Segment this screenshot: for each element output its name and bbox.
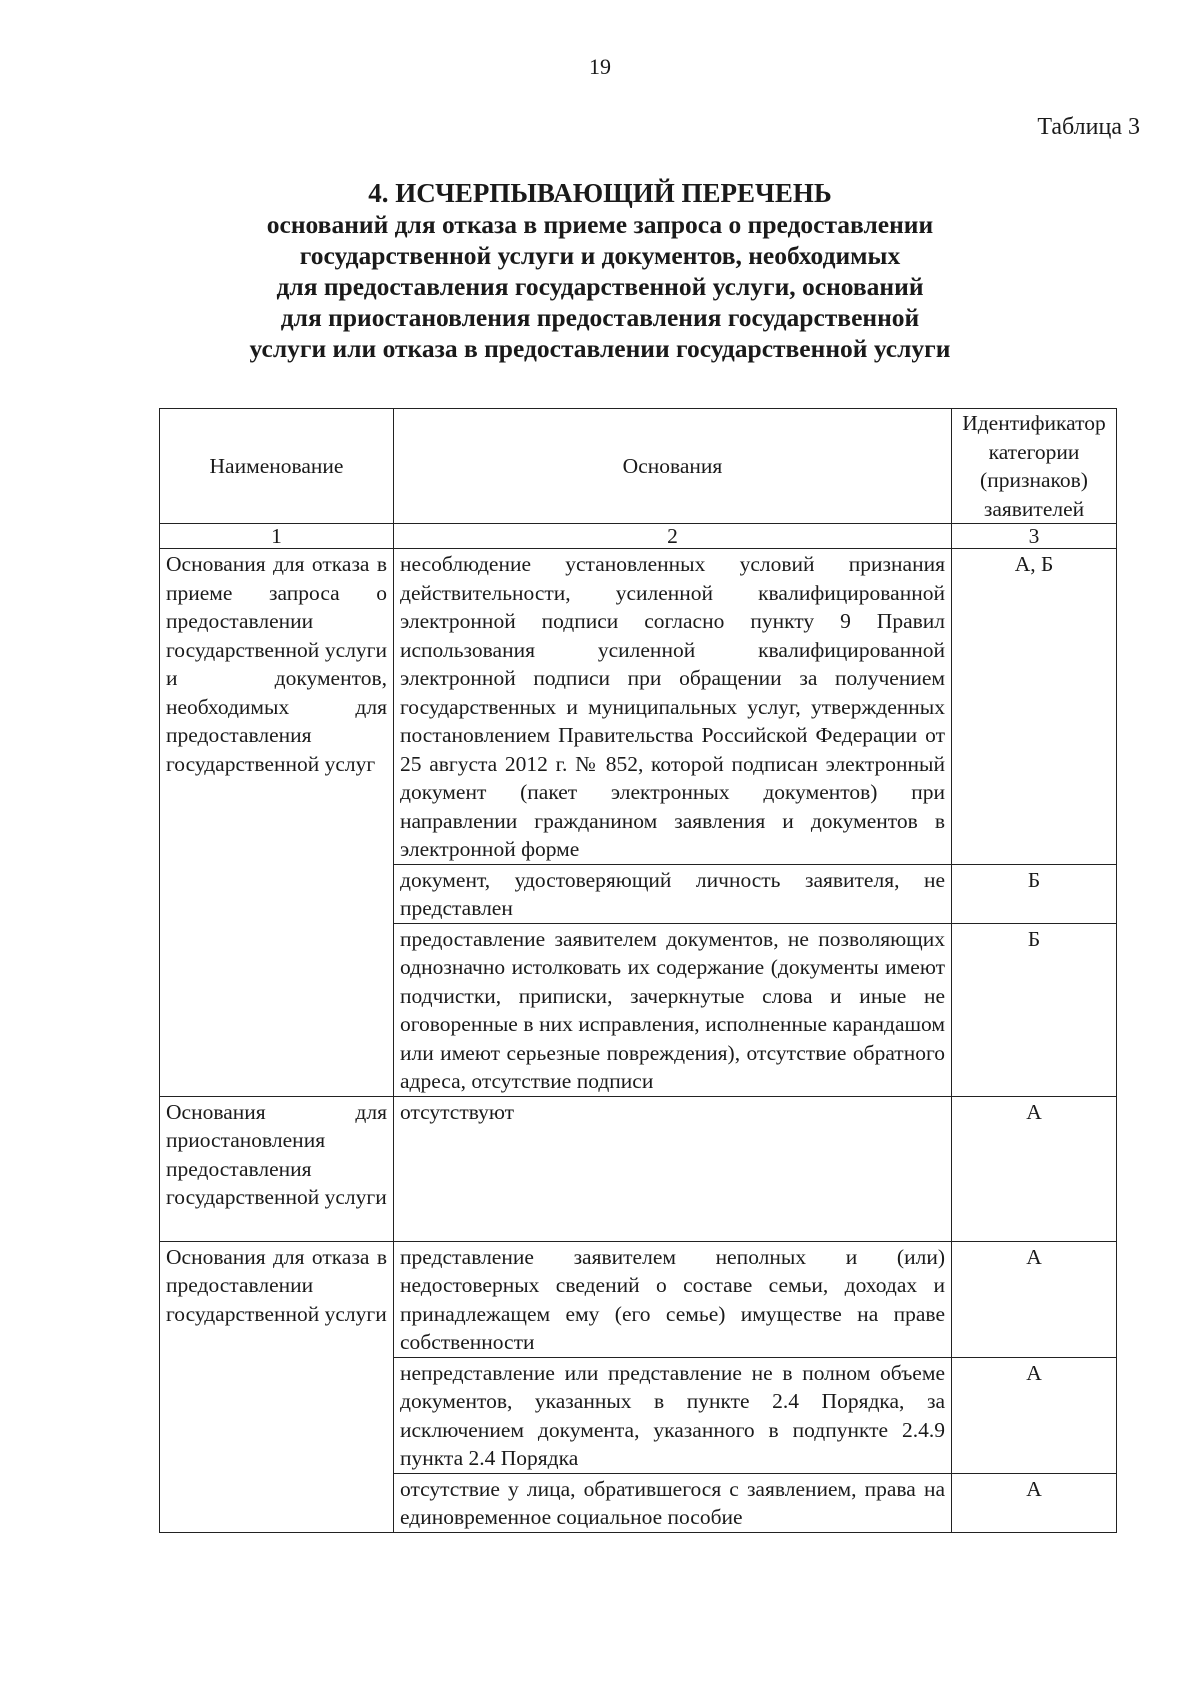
table-label: Таблица 3 [1037,114,1140,140]
table-row [160,1096,1117,1241]
reason-text: отсутствуют [394,1096,952,1241]
reason-text: непредставление или представление не в полном объеме документов, указанных в пункте 2.4 Порядка, за исключением документа, указанного в подпункте 2.4.9 пункта 2.4 Порядка [394,1357,952,1473]
column-number: 1 [160,524,394,549]
applicant-category-code: А [952,1241,1117,1357]
grounds-table [159,408,1117,1533]
heading-line: для предоставления государственной услуги, оснований [276,272,924,301]
applicant-category-code: Б [952,864,1117,923]
column-header-applicant-category: Идентификатор категории (признаков) заявителей [952,409,1117,524]
column-number: 2 [394,524,952,549]
column-number: 3 [952,524,1117,549]
reason-text: отсутствие у лица, обратившегося с заявлением, права на единовременное социальное пособие [394,1473,952,1532]
column-header-grounds: Основания [394,409,952,524]
group-name: Основания для отказа в предоставлении государственной услуги [160,1241,394,1532]
document-heading [0,178,1200,364]
heading-title: 4. ИСЧЕРПЫВАЮЩИЙ ПЕРЕЧЕНЬ [368,178,832,208]
heading-line: для приостановления предоставления государственной [280,303,920,332]
applicant-category-code: А [952,1096,1117,1241]
reason-text: документ, удостоверяющий личность заявителя, не представлен [394,864,952,923]
heading-line: оснований для отказа в приеме запроса о предоставлении [266,210,934,239]
reason-text: предоставление заявителем документов, не позволяющих однозначно истолковать их содержание (документы имеют подчистки, приписки, зачеркнутые слова и иные не оговоренные в них исправления, исполненные карандашом или имеют серьезные повреждения), отсутствие обратного адреса, отсутствие подписи [394,923,952,1096]
applicant-category-code: А [952,1473,1117,1532]
column-header-name: Наименование [160,409,394,524]
reason-text: несоблюдение установленных условий признания действительности, усиленной квалифицированной электронной подписи согласно пункту 9 Правил использования усиленной квалифицированной электронной подписи при обращении за получением государственных и муниципальных услуг, утвержденных постановлением Правительства Российской Федерации от 25 августа 2012 г. № 852, которой подписан электронный документ (пакет электронных документов) при направлении гражданином заявления и документов в электронной форме [394,549,952,865]
group-name: Основания для отказа в приеме запроса о предоставлении государственной услуги и документов, необходимых для предоставления государственной услуг [160,549,394,1097]
reason-text: представление заявителем неполных и (или) недостоверных сведений о составе семьи, доходах и принадлежащем ему (его семье) имуществе на праве собственности [394,1241,952,1357]
applicant-category-code: А [952,1357,1117,1473]
table-row [160,549,1117,865]
column-number-row [160,524,1117,549]
group-name: Основания для приостановления предоставления государственной услуги [160,1096,394,1241]
heading-line: государственной услуги и документов, необходимых [299,241,901,270]
table-header-row [160,409,1117,524]
table-row [160,1241,1117,1357]
applicant-category-code: А, Б [952,549,1117,865]
heading-line: услуги или отказа в предоставлении государственной услуги [249,334,951,363]
page-number: 19 [589,54,611,79]
applicant-category-code: Б [952,923,1117,1096]
